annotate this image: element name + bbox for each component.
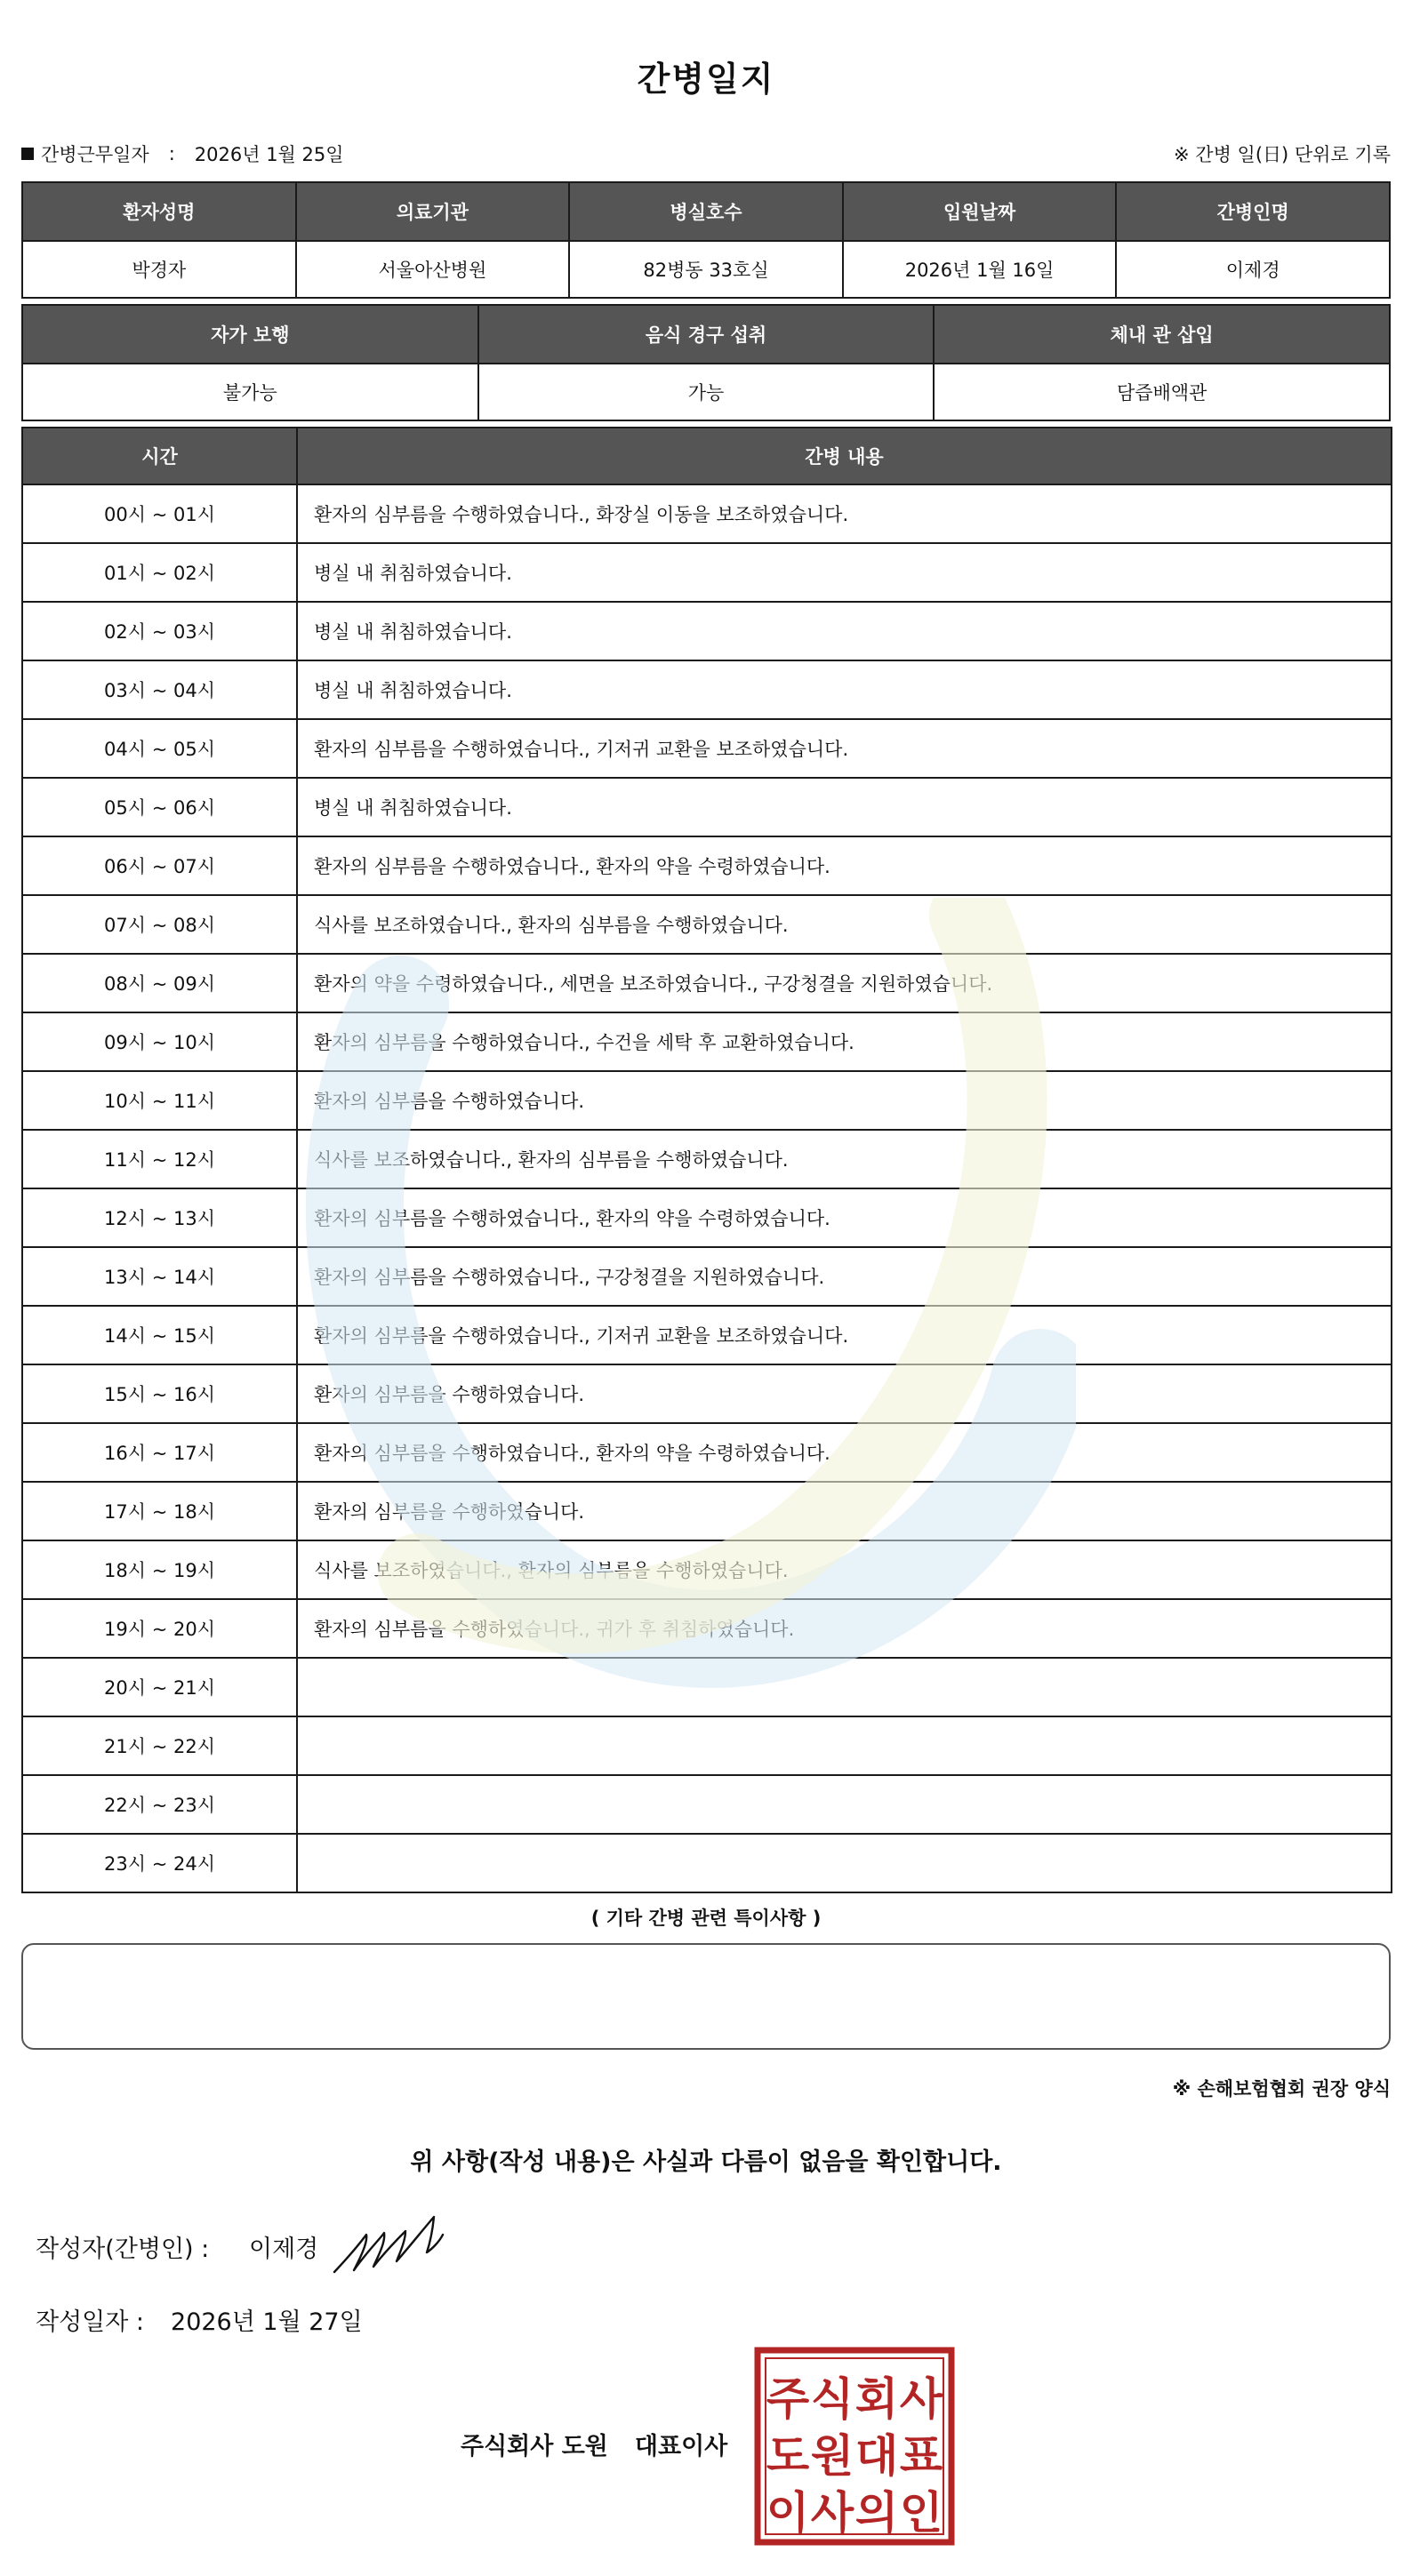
patient-info-value-row [22, 241, 1390, 298]
care-log-content: 환자의 심부름을 수행하였습니다., 환자의 약을 수령하였습니다. [297, 836, 1392, 895]
care-log-row [22, 1247, 1392, 1306]
care-log-row [22, 1775, 1392, 1834]
care-log-row [22, 895, 1392, 954]
care-log-content [297, 1775, 1392, 1834]
header-care-content: 간병 내용 [297, 428, 1392, 484]
meta-row [21, 140, 1391, 167]
care-log-time: 21시 ~ 22시 [22, 1716, 297, 1775]
care-log-time: 20시 ~ 21시 [22, 1658, 297, 1716]
company-seal-icon [754, 2347, 955, 2546]
caregiver-name: 이제경 [1116, 241, 1390, 298]
care-log-row [22, 1071, 1392, 1130]
care-log-time: 19시 ~ 20시 [22, 1599, 297, 1658]
care-log-header-row [22, 428, 1392, 484]
care-log-time: 08시 ~ 09시 [22, 954, 297, 1012]
header-admission-date: 입원날짜 [843, 182, 1117, 241]
care-log-row [22, 954, 1392, 1012]
written-date-value: 2026년 1월 27일 [171, 2308, 363, 2336]
header-patient-name: 환자성명 [22, 182, 296, 241]
status-info-header-row [22, 305, 1390, 364]
header-self-walking: 자가 보행 [22, 305, 478, 364]
seal-character: 사 [810, 2487, 854, 2539]
care-log-time: 11시 ~ 12시 [22, 1130, 297, 1188]
care-log-time: 02시 ~ 03시 [22, 602, 297, 660]
status-info-table [21, 304, 1391, 421]
care-log-row [22, 836, 1392, 895]
care-log-time: 04시 ~ 05시 [22, 719, 297, 778]
header-room: 병실호수 [569, 182, 843, 241]
care-log-row [22, 1130, 1392, 1188]
work-date-group [21, 140, 344, 167]
care-log-time: 23시 ~ 24시 [22, 1834, 297, 1892]
care-log-content: 식사를 보조하였습니다., 환자의 심부름을 수행하였습니다. [297, 1130, 1392, 1188]
care-log-content [297, 1658, 1392, 1716]
notes-title: ( 기타 간병 관련 특이사항 ) [590, 1908, 822, 1929]
record-unit-note: ※ 간병 일(日) 단위로 기록 [1174, 144, 1391, 165]
company-name: 주식회사 도원 [461, 2433, 608, 2460]
recommend-note: ※ 손해보험협회 권장 양식 [1172, 2078, 1391, 2100]
care-log-content: 식사를 보조하였습니다., 환자의 심부름을 수행하였습니다. [297, 895, 1392, 954]
care-log-content: 환자의 약을 수령하였습니다., 세면을 보조하였습니다., 구강청결을 지원하였습니다. [297, 954, 1392, 1012]
care-log-time: 00시 ~ 01시 [22, 484, 297, 543]
care-log-row [22, 1658, 1392, 1716]
document-title: 간병일지 [637, 60, 775, 99]
author-name: 이제경 [249, 2236, 319, 2263]
seal-character: 사 [899, 2373, 943, 2425]
care-log-time: 14시 ~ 15시 [22, 1306, 297, 1364]
care-log-time: 22시 ~ 23시 [22, 1775, 297, 1834]
care-log-content: 환자의 심부름을 수행하였습니다., 귀가 후 취침하였습니다. [297, 1599, 1392, 1658]
care-log-time: 12시 ~ 13시 [22, 1188, 297, 1247]
seal-character: 회 [854, 2373, 899, 2425]
care-log-time: 09시 ~ 10시 [22, 1012, 297, 1071]
care-log-row [22, 1716, 1392, 1775]
seal-character: 의 [854, 2487, 899, 2539]
black-square-icon [21, 148, 34, 160]
company-row [461, 2427, 727, 2461]
care-log-content: 병실 내 취침하였습니다. [297, 660, 1392, 719]
care-log-content: 환자의 심부름을 수행하였습니다., 환자의 약을 수령하였습니다. [297, 1188, 1392, 1247]
care-log-content: 환자의 심부름을 수행하였습니다., 기저귀 교환을 보조하였습니다. [297, 719, 1392, 778]
care-log-content: 환자의 심부름을 수행하였습니다. [297, 1071, 1392, 1130]
care-log-time: 16시 ~ 17시 [22, 1423, 297, 1482]
written-date-label: 작성일자 : [36, 2308, 145, 2336]
care-log-content: 병실 내 취침하였습니다. [297, 602, 1392, 660]
author-label: 작성자(간병인) : [36, 2236, 210, 2263]
work-date-separator: : [168, 143, 175, 164]
self-walking-value: 불가능 [22, 364, 478, 420]
care-log-content: 환자의 심부름을 수행하였습니다., 화장실 이동을 보조하였습니다. [297, 484, 1392, 543]
header-oral-intake: 음식 경구 섭취 [478, 305, 935, 364]
seal-character: 표 [899, 2430, 943, 2482]
care-log-content: 환자의 심부름을 수행하였습니다., 구강청결을 지원하였습니다. [297, 1247, 1392, 1306]
admission-date: 2026년 1월 16일 [843, 241, 1117, 298]
care-log-time: 07시 ~ 08시 [22, 895, 297, 954]
header-hospital: 의료기관 [296, 182, 570, 241]
seal-character: 인 [899, 2487, 943, 2539]
header-time: 시간 [22, 428, 297, 484]
written-date-row [36, 2302, 363, 2337]
care-log-content: 환자의 심부름을 수행하였습니다., 환자의 약을 수령하였습니다. [297, 1423, 1392, 1482]
care-log-content [297, 1716, 1392, 1775]
care-log-row [22, 1012, 1392, 1071]
header-tube-insertion: 체내 관 삽입 [934, 305, 1390, 364]
work-date-label: 간병근무일자 [41, 144, 149, 165]
care-log-row [22, 1540, 1392, 1599]
care-log-time: 13시 ~ 14시 [22, 1247, 297, 1306]
care-log-row [22, 1482, 1392, 1540]
seal-character: 이 [766, 2487, 810, 2539]
oral-intake-value: 가능 [478, 364, 935, 420]
tube-insertion-value: 담즙배액관 [934, 364, 1390, 420]
care-log-row [22, 1364, 1392, 1423]
care-log-row [22, 1599, 1392, 1658]
work-date-value: 2026년 1월 25일 [194, 144, 344, 165]
header-caregiver-name: 간병인명 [1116, 182, 1390, 241]
patient-name: 박경자 [22, 241, 296, 298]
seal-character: 대 [854, 2430, 899, 2482]
care-log-table [21, 427, 1392, 1893]
care-log-content: 환자의 심부름을 수행하였습니다., 수건을 세탁 후 교환하였습니다. [297, 1012, 1392, 1071]
care-log-time: 05시 ~ 06시 [22, 778, 297, 836]
care-log-body [22, 484, 1392, 1892]
care-log-row [22, 1188, 1392, 1247]
care-log-time: 10시 ~ 11시 [22, 1071, 297, 1130]
status-info-value-row [22, 364, 1390, 420]
care-log-row [22, 484, 1392, 543]
patient-info-table [21, 181, 1391, 299]
care-log-row [22, 1306, 1392, 1364]
seal-character: 도 [766, 2430, 810, 2482]
room-number: 82병동 33호실 [569, 241, 843, 298]
patient-info-header-row [22, 182, 1390, 241]
care-log-content: 병실 내 취침하였습니다. [297, 778, 1392, 836]
seal-character: 식 [810, 2373, 854, 2425]
care-log-content: 식사를 보조하였습니다., 환자의 심부름을 수행하였습니다. [297, 1540, 1392, 1599]
care-log-row [22, 1423, 1392, 1482]
care-log-row [22, 660, 1392, 719]
author-row [36, 2229, 318, 2264]
care-log-row [22, 1834, 1392, 1892]
care-log-time: 06시 ~ 07시 [22, 836, 297, 895]
care-log-time: 03시 ~ 04시 [22, 660, 297, 719]
care-log-row [22, 602, 1392, 660]
care-log-row [22, 778, 1392, 836]
care-log-content [297, 1834, 1392, 1892]
seal-character: 원 [810, 2430, 854, 2482]
care-log-time: 15시 ~ 16시 [22, 1364, 297, 1423]
care-log-content: 환자의 심부름을 수행하였습니다. [297, 1364, 1392, 1423]
care-log-time: 17시 ~ 18시 [22, 1482, 297, 1540]
care-log-content: 환자의 심부름을 수행하였습니다., 기저귀 교환을 보조하였습니다. [297, 1306, 1392, 1364]
care-log-time: 18시 ~ 19시 [22, 1540, 297, 1599]
care-log-row [22, 543, 1392, 602]
signature-icon [331, 2208, 455, 2279]
care-log-content: 병실 내 취침하였습니다. [297, 543, 1392, 602]
ceo-title: 대표이사 [634, 2433, 728, 2460]
confirm-statement: 위 사항(작성 내용)은 사실과 다름이 없음을 확인합니다. [410, 2148, 1002, 2176]
seal-character: 주 [766, 2373, 810, 2425]
hospital-name: 서울아산병원 [296, 241, 570, 298]
care-log-time: 01시 ~ 02시 [22, 543, 297, 602]
notes-box [21, 1943, 1391, 2050]
care-log-row [22, 719, 1392, 778]
care-log-content: 환자의 심부름을 수행하였습니다. [297, 1482, 1392, 1540]
